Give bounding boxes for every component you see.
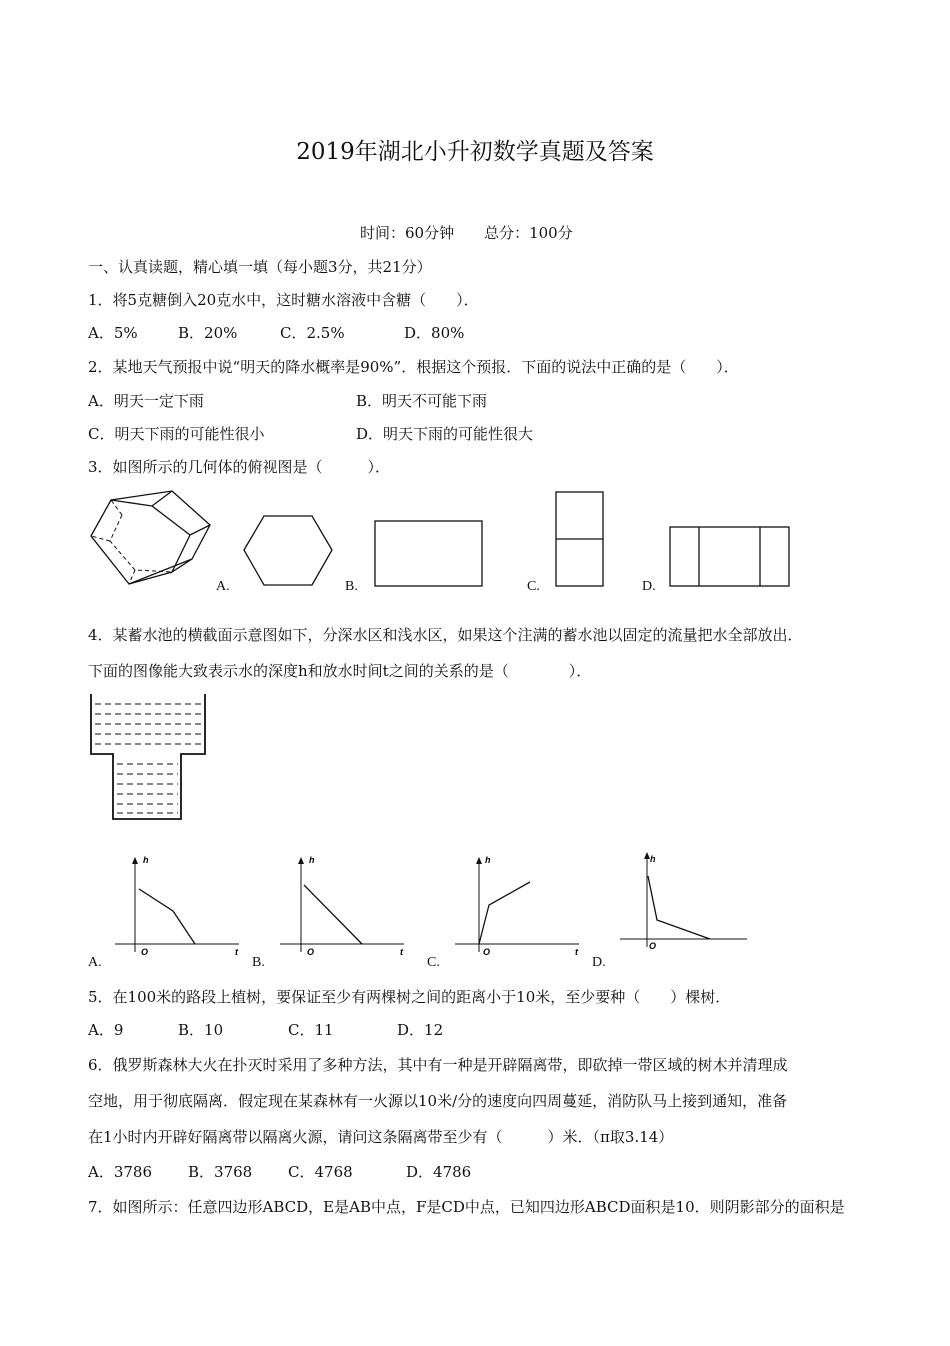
- graph-a-origin-label: O: [141, 947, 149, 957]
- graph-c-h-label: h: [485, 855, 491, 865]
- q5-option-a: A．9: [88, 1021, 124, 1039]
- q1-option-d: D．80%: [404, 324, 465, 342]
- graph-b-t-label: t: [400, 947, 403, 957]
- q3-label-a: A.: [216, 579, 230, 594]
- q2-option-d: D．明天下雨的可能性很大: [356, 425, 534, 443]
- question-6-line-3: 在1小时内开辟好隔离带以隔离火源，请问这条隔离带至少有（ ）米．（π取3.14）: [88, 1128, 674, 1146]
- question-6-line-2: 空地，用于彻底隔离．假定现在某森林有一火源以10米/分的速度向四周蔓延，消防队马上接到通知，准备: [88, 1092, 788, 1110]
- graph-d: [620, 850, 750, 950]
- graph-b-h-label: h: [309, 855, 315, 865]
- q1-option-a: A．5%: [88, 324, 138, 342]
- q4-label-c: C.: [427, 955, 440, 970]
- question-5: 5．在100米的路段上植树，要保证至少有两棵树之间的距离小于10米，至少要种（ ）棵树．: [88, 988, 731, 1006]
- hexagon-figure: [242, 514, 334, 588]
- q3-label-c: C.: [527, 579, 540, 594]
- graph-d-h-label: h: [650, 854, 656, 864]
- graph-d-origin-label: O: [649, 941, 657, 951]
- graph-b-origin-label: O: [307, 947, 315, 957]
- graph-a-t-label: t: [235, 947, 238, 957]
- q2-option-a: A．明天一定下雨: [88, 392, 204, 410]
- q1-option-b: B．20%: [178, 324, 238, 342]
- q2-option-b: B．明天不可能下雨: [356, 392, 488, 410]
- graph-a-h-label: h: [143, 855, 149, 865]
- graph-c-origin-label: O: [483, 947, 491, 957]
- q6-option-c: C．4768: [288, 1163, 353, 1181]
- question-4-line-1: 4．某蓄水池的横截面示意图如下，分深水区和浅水区，如果这个注满的蓄水池以固定的流量把水全部放出．: [88, 626, 803, 644]
- q2-option-c: C．明天下雨的可能性很小: [88, 425, 265, 443]
- tall-split-rectangle-figure: [555, 491, 605, 588]
- question-3: 3．如图所示的几何体的俯视图是（ ）．: [88, 458, 391, 476]
- hexagonal-prism-figure: [88, 488, 218, 588]
- question-7: 7．如图所示：任意四边形ABCD，E是AB中点，F是CD中点，已知四边形ABCD面积是10．则阴影部分的面积是: [88, 1198, 845, 1216]
- q4-label-b: B.: [252, 955, 265, 970]
- q6-option-d: D．4786: [406, 1163, 472, 1181]
- three-panel-rectangle-figure: [669, 526, 791, 588]
- reservoir-cross-section: [88, 692, 210, 822]
- q6-option-a: A．3786: [88, 1163, 153, 1181]
- graph-a: [115, 855, 245, 955]
- page-title: 2019年湖北小升初数学真题及答案: [296, 139, 654, 165]
- question-2: 2．某地天气预报中说“明天的降水概率是90%”．根据这个预报．下面的说法中正确的是（ ）．: [88, 358, 739, 376]
- q5-option-b: B．10: [178, 1021, 224, 1039]
- graph-c-t-label: t: [575, 947, 578, 957]
- graph-c: [455, 855, 585, 955]
- q6-option-b: B．3768: [188, 1163, 253, 1181]
- question-1: 1．将5克糖倒入20克水中，这时糖水溶液中含糖（ ）．: [88, 291, 479, 309]
- q5-option-d: D．12: [397, 1021, 444, 1039]
- q3-label-d: D.: [642, 579, 656, 594]
- q3-label-b: B.: [345, 579, 358, 594]
- q5-option-c: C．11: [288, 1021, 334, 1039]
- wide-rectangle-figure: [374, 520, 484, 588]
- graph-b: [280, 855, 410, 955]
- section-heading: 一、认真读题，精心填一填（每小题3分，共21分）: [88, 258, 432, 276]
- q4-label-d: D.: [592, 955, 606, 970]
- q1-option-c: C．2.5%: [280, 324, 345, 342]
- exam-meta: 时间：60分钟 总分：100分: [360, 224, 573, 242]
- question-4-line-2: 下面的图像能大致表示水的深度h和放水时间t之间的关系的是（ ）．: [88, 662, 592, 680]
- q4-label-a: A.: [88, 955, 102, 970]
- question-6-line-1: 6．俄罗斯森林大火在扑灭时采用了多种方法，其中有一种是开辟隔离带，即砍掉一带区域的树木并清理成: [88, 1056, 788, 1074]
